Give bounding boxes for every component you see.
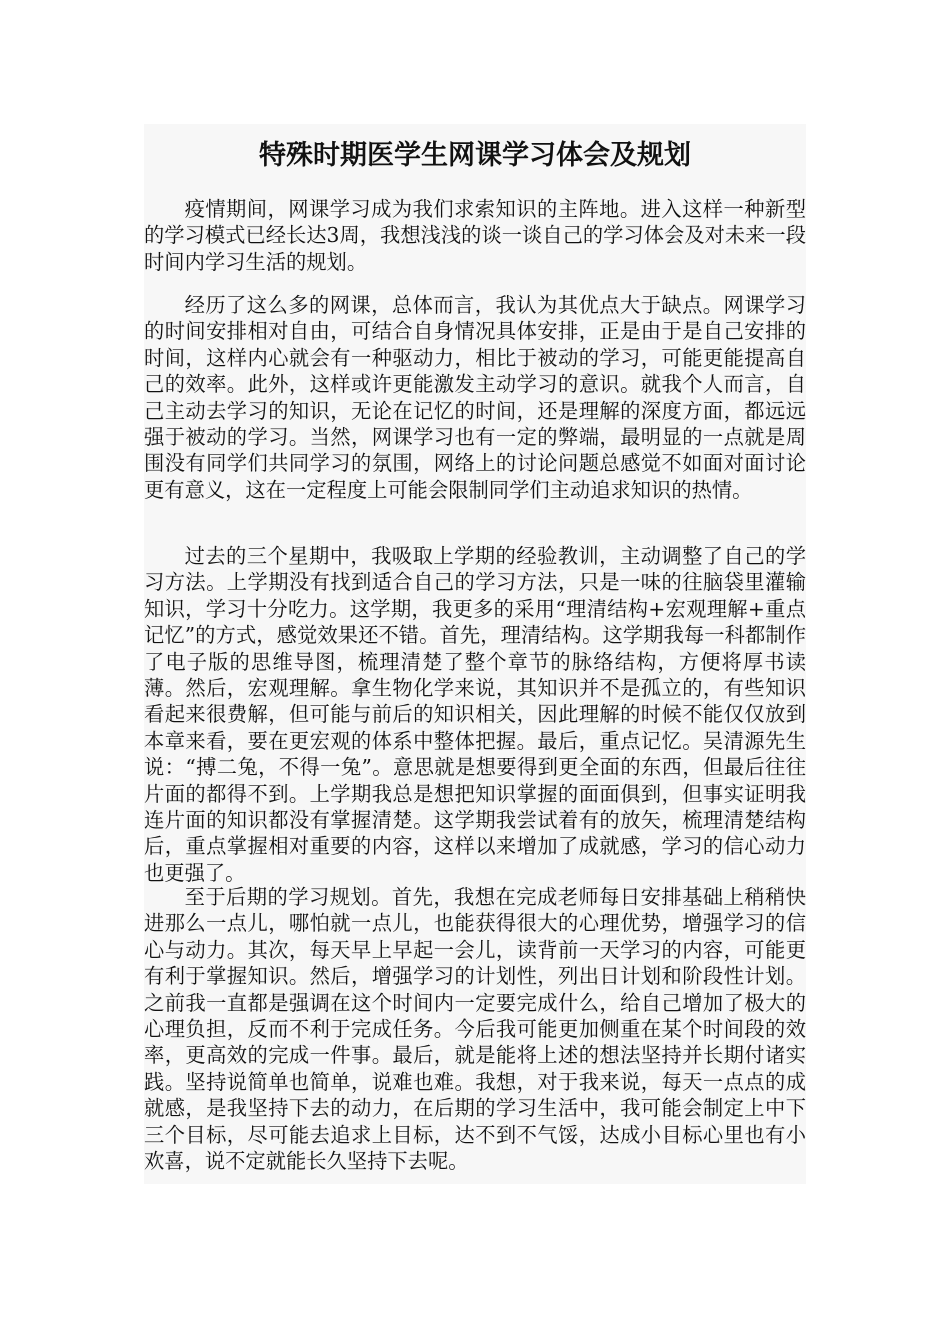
paragraph-intro: 疫情期间，网课学习成为我们求索知识的主阵地。进入这样一种新型的学习模式已经长达3周，我想浅浅的谈一谈自己的学习体会及对未来一段时间内学习生活的规划。 xyxy=(144,197,806,274)
paragraph-study-method: 过去的三个星期中，我吸取上学期的经验教训，主动调整了自己的学习方法。上学期没有找到适合自己的学习方法，只是一味的往脑袋里灌输知识，学习十分吃力。这学期，我更多的采用“理清结构+宏观理解+重点记忆”的方式，感觉效果还不错。首先，理清结构。这学期我每一科都制作了电子版的思维导图，梳理清楚了整个章节的脉络结构，方便将厚书读薄。然后，宏观理解。拿生物化学来说，其知识并不是孤立的，有些知识看起来很费解，但可能与前后的知识相关，因此理解的时候不能仅仅放到本章来看，要在更宏观的体系中整体把握。最后，重点记忆。吴清源先生说：“搏二兔，不得一兔”。意思就是想要得到更全面的东西，但最后往往片面的都得不到。上学期我总是想把知识掌握的面面俱到，但事实证明我连片面的知识都没有掌握清楚。这学期我尝试着有的放矢，梳理清楚结构后，重点掌握相对重要的内容，这样以来增加了成就感，学习的信心动力也更强了。 xyxy=(144,544,806,885)
document-title: 特殊时期医学生网课学习体会及规划 xyxy=(259,140,691,171)
paragraph-future-plan: 至于后期的学习规划。首先，我想在完成老师每日安排基础上稍稍快进那么一点儿，哪怕就一点儿，也能获得很大的心理优势，增强学习的信心与动力。其次，每天早上早起一会儿，读背前一天学习的内容，可能更有利于掌握知识。然后，增强学习的计划性，列出日计划和阶段性计划。之前我一直都是强调在这个时间内一定要完成什么，给自己增加了极大的心理负担，反而不利于完成任务。今后我可能更加侧重在某个时间段的效率，更高效的完成一件事。最后，就是能将上述的想法坚持并长期付诸实践。坚持说简单也简单，说难也难。我想，对于我来说，每天一点点的成就感，是我坚持下去的动力，在后期的学习生活中，我可能会制定上中下三个目标，尽可能去追求上目标，达不到不气馁，达成小目标心里也有小欢喜，说不定就能长久坚持下去呢。 xyxy=(144,885,806,1174)
document-page xyxy=(144,124,806,1184)
paragraph-pros-cons: 经历了这么多的网课，总体而言，我认为其优点大于缺点。网课学习的时间安排相对自由，可结合自身情况具体安排，正是由于是自己安排的时间，这样内心就会有一种驱动力，相比于被动的学习，可能更能提高自己的效率。此外，这样或许更能激发主动学习的意识。就我个人而言，自己主动去学习的知识，无论在记忆的时间，还是理解的深度方面，都远远强于被动的学习。当然，网课学习也有一定的弊端，最明显的一点就是周围没有同学们共同学习的氛围，网络上的讨论问题总感觉不如面对面讨论更有意义，这在一定程度上可能会限制同学们主动追求知识的热情。 xyxy=(144,293,806,502)
